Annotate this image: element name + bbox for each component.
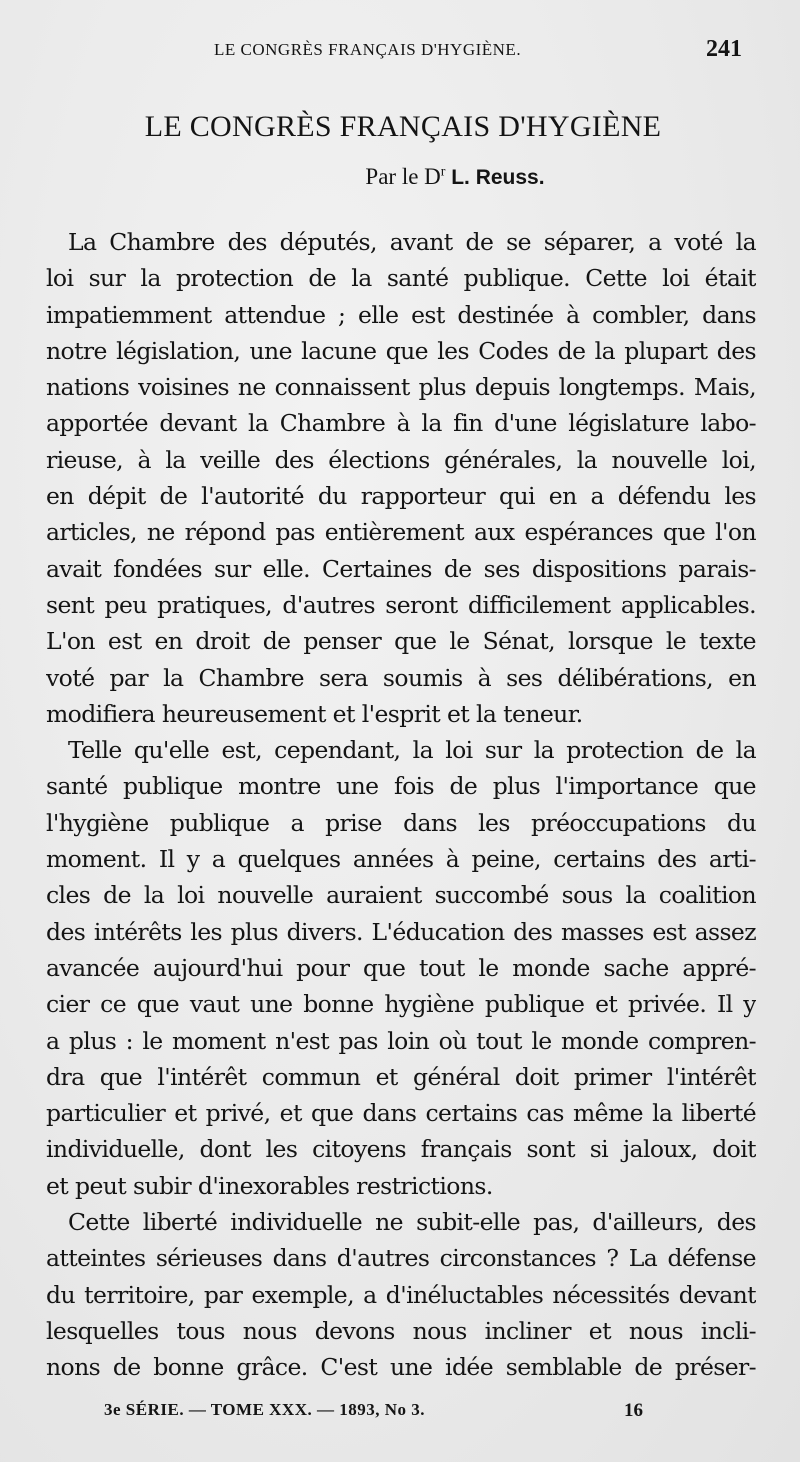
text-line: des intérêts les plus divers. L'éducation des masses est assez — [46, 917, 756, 946]
text-line: Cette liberté individuelle ne subit-elle pas, d'ailleurs, des — [68, 1208, 756, 1237]
byline — [0, 164, 800, 190]
body-text — [46, 224, 756, 1386]
text-line: L'on est en droit de penser que le Sénat, lorsque le texte — [46, 627, 756, 656]
text-line: dra que l'intérêt commun et général doit primer l'intérêt — [46, 1062, 756, 1091]
text-line: notre législation, une lacune que les Codes de la plupart des — [46, 336, 756, 365]
text-line: et peut subir d'inexorables restrictions. — [46, 1171, 493, 1200]
byline-superscript: r — [440, 164, 446, 180]
running-title: LE CONGRÈS FRANÇAIS D'HYGIÈNE. — [214, 40, 522, 59]
text-line: particulier et privé, et que dans certains cas même la liberté — [46, 1099, 756, 1128]
text-line: Telle qu'elle est, cependant, la loi sur la protection de la — [68, 736, 756, 765]
author-name: L. Reuss. — [451, 166, 545, 189]
text-line: rieuse, à la veille des élections générales, la nouvelle loi, — [46, 445, 756, 474]
text-line: avait fondées sur elle. Certaines de ses dispositions parais- — [46, 554, 756, 583]
text-line: l'hygiène publique a prise dans les préoccupations du — [46, 808, 756, 837]
text-line: santé publique montre une fois de plus l'importance que — [46, 772, 756, 801]
series-info: 3e SÉRIE. — TOME XXX. — 1893, No 3. — [104, 1400, 426, 1419]
text-line: nons de bonne grâce. C'est une idée semblable de préser- — [46, 1353, 756, 1382]
signature-mark: 16 — [624, 1400, 643, 1421]
text-line: a plus : le moment n'est pas loin où tout le monde compren- — [46, 1026, 756, 1055]
article-title: LE CONGRÈS FRANÇAIS D'HYGIÈNE — [144, 110, 662, 143]
text-line: cier ce que vaut une bonne hygiène publique et privée. Il y — [46, 990, 756, 1019]
text-line: du territoire, par exemple, a d'inéluctables nécessités devant — [46, 1280, 756, 1309]
text-line: moment. Il y a quelques années à peine, certains des arti- — [46, 845, 756, 874]
running-head — [0, 38, 800, 72]
text-line: voté par la Chambre sera soumis à ses délibérations, en — [46, 663, 756, 692]
page-footer — [0, 1400, 800, 1430]
text-line: articles, ne répond pas entièrement aux espérances que l'on — [46, 518, 756, 547]
text-line: nations voisines ne connaissent plus depuis longtemps. Mais, — [46, 373, 756, 402]
text-line: avancée aujourd'hui pour que tout le monde sache appré- — [46, 953, 756, 982]
text-line: individuelle, dont les citoyens français sont si jaloux, doit — [46, 1135, 756, 1164]
text-line: sent peu pratiques, d'autres seront difficilement applicables. — [46, 590, 756, 619]
page-number: 241 — [706, 36, 742, 62]
text-line: en dépit de l'autorité du rapporteur qui en a défendu les — [46, 482, 756, 511]
text-line: apportée devant la Chambre à la fin d'une législature labo- — [46, 409, 756, 438]
text-line: La Chambre des députés, avant de se séparer, a voté la — [68, 228, 756, 256]
text-line: modifiera heureusement et l'esprit et la teneur. — [46, 699, 583, 728]
text-line: cles de la loi nouvelle auraient succombé sous la coalition — [46, 881, 756, 910]
byline-prefix: Par le D — [365, 164, 441, 189]
text-line: loi sur la protection de la santé publique. Cette loi était — [46, 264, 756, 293]
text-line: atteintes sérieuses dans d'autres circonstances ? La défense — [46, 1244, 756, 1273]
text-line: impatiemment attendue ; elle est destinée à combler, dans — [46, 300, 756, 329]
text-line: lesquelles tous nous devons nous incliner et nous incli- — [46, 1316, 756, 1345]
